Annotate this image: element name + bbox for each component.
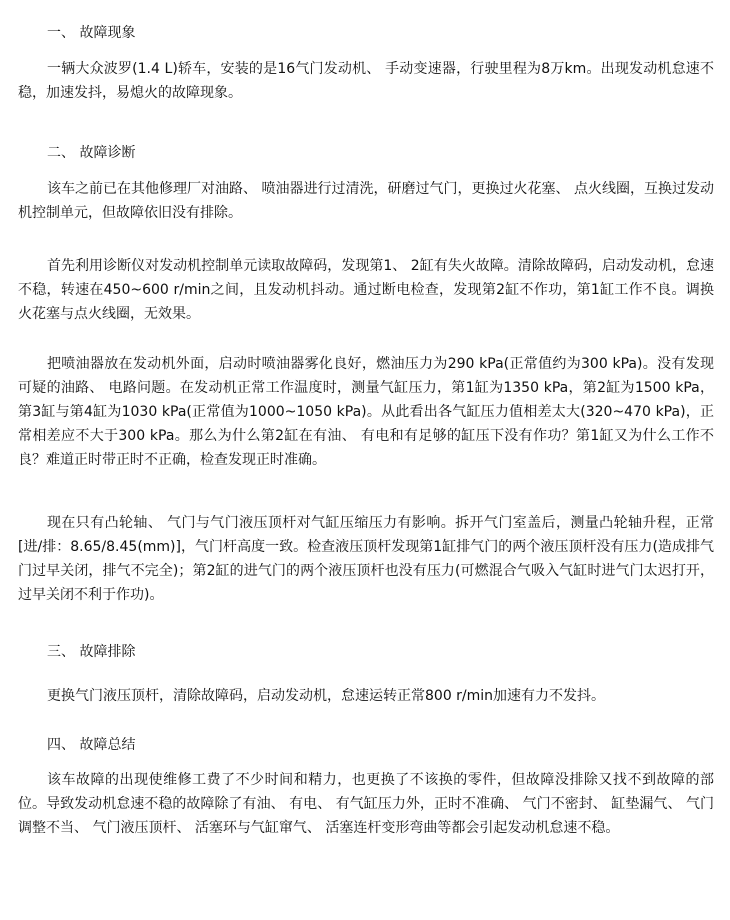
paragraph-repair: 更换气门液压顶杆，清除故障码，启动发动机，怠速运转正常800 r/min加速有力不发抖。 xyxy=(47,688,606,704)
section-heading-summary: 四、 故障总结 xyxy=(47,737,136,753)
paragraph-symptom: 一辆大众波罗(1.4 L)轿车，安装的是16气门发动机、 手动变速器，行驶里程为8万km。出现发动机怠速不稳，加速发抖，易熄火的故障现象。 xyxy=(18,61,714,101)
section-heading-diagnosis: 二、 故障诊断 xyxy=(47,145,136,161)
paragraph-summary: 该车故障的出现使维修工费了不少时间和精力，也更换了不该换的零件，但故障没排除又找不到故障的部位。导致发动机怠速不稳的故障除了有油、 有电、 有气缸压力外，正时不准确、 气门不密封、 缸垫漏气、 气门调整不当、 气门液压顶杆、 活塞环与气缸窜气、 活塞连杆变形弯曲等都会引起发动机怠速不稳。 xyxy=(18,772,714,836)
section-heading-symptom: 一、 故障现象 xyxy=(47,25,136,41)
section-heading-repair: 三、 故障排除 xyxy=(47,644,136,660)
paragraph-diagnosis-3: 把喷油器放在发动机外面，启动时喷油器雾化良好，燃油压力为290 kPa(正常值约为300 kPa)。没有发现可疑的油路、 电路问题。在发动机正常工作温度时，测量气缸压力，第1缸为1350 kPa，第2缸为1500 kPa，第3缸与第4缸为1030 kPa(正常值为1000~1050 kPa)。从此看出各气缸压力值相差太大(320~470 kPa)，正常相差应不大于300 kPa。那么为什么第2缸在有油、 有电和有足够的缸压下没有作功？第1缸又为什么工作不良？难道正时带正时不正确，检查发现正时准确。 xyxy=(18,356,714,468)
paragraph-diagnosis-2: 首先利用诊断仪对发动机控制单元读取故障码，发现第1、 2缸有失火故障。清除故障码，启动发动机，怠速不稳，转速在450~600 r/min之间，且发动机抖动。通过断电检查，发现第2缸不作功，第1缸工作不良。调换火花塞与点火线圈，无效果。 xyxy=(18,258,714,322)
paragraph-diagnosis-1: 该车之前已在其他修理厂对油路、 喷油器进行过清洗，研磨过气门，更换过火花塞、 点火线圈，互换过发动机控制单元，但故障依旧没有排除。 xyxy=(18,181,714,221)
paragraph-diagnosis-4: 现在只有凸轮轴、 气门与气门液压顶杆对气缸压缩压力有影响。拆开气门室盖后，测量凸轮轴升程，正常[进/排：8.65/8.45(mm)]，气门杆高度一致。检查液压顶杆发现第1缸排气门的两个液压顶杆没有压力(造成排气门过早关闭，排气不完全)；第2缸的进气门的两个液压顶杆也没有压力(可燃混合气吸入气缸时进气门太迟打开，过早关闭不利于作功)。 xyxy=(18,515,714,603)
